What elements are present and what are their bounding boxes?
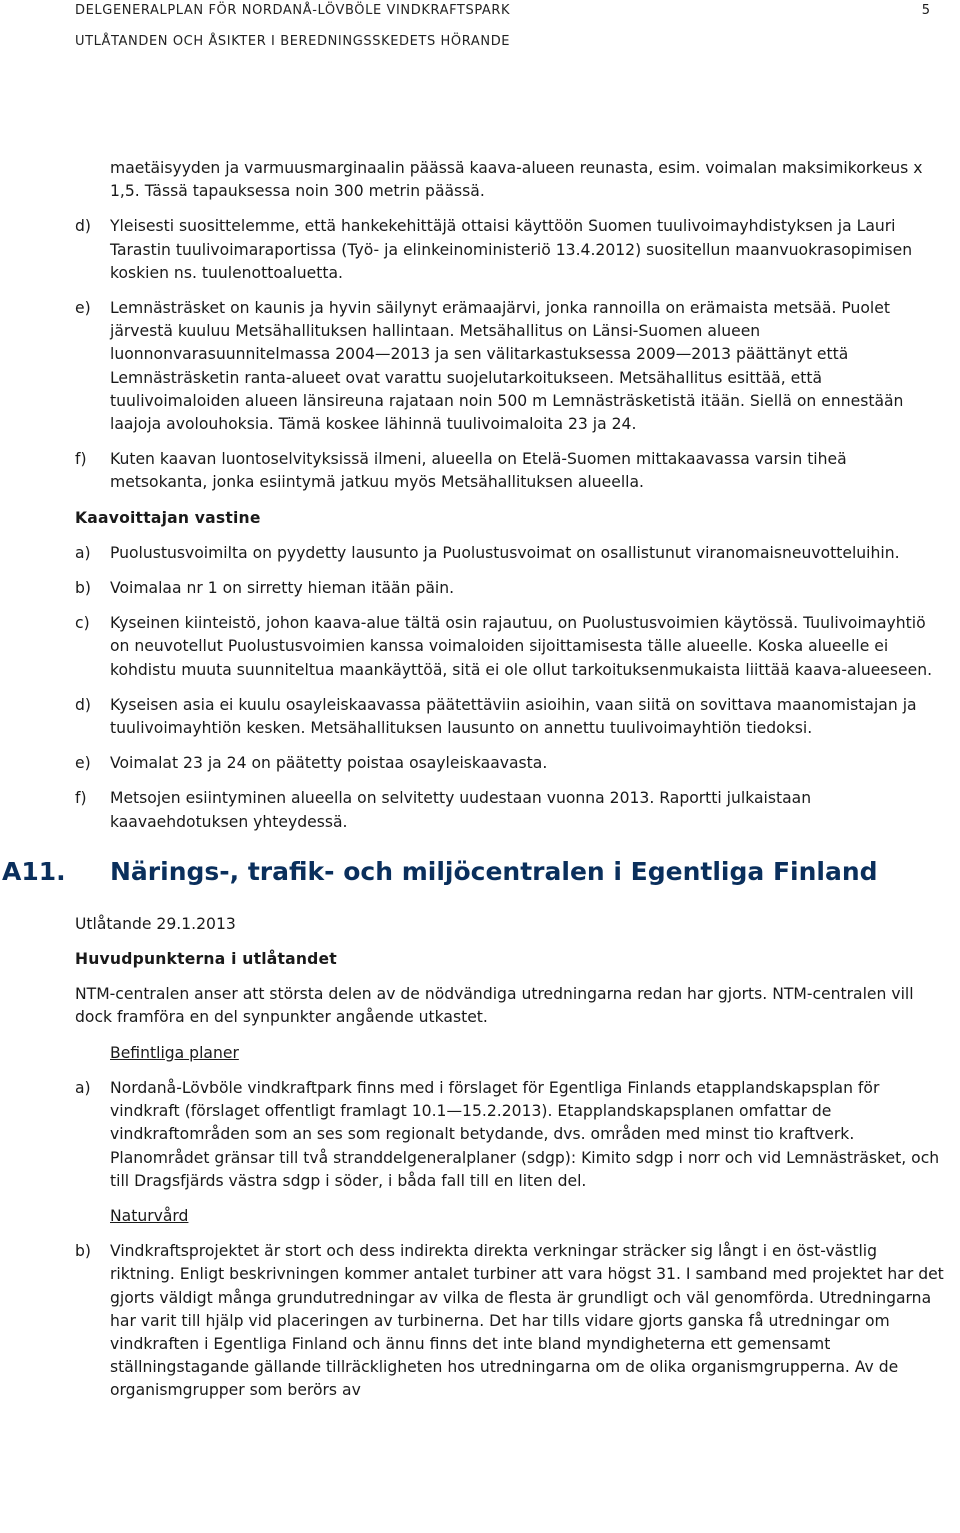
item-label: e): [75, 299, 91, 318]
item-text: Voimalaa nr 1 on sirretty hieman itään päin.: [110, 579, 455, 598]
item-text: Nordanå-Lövböle vindkraftpark finns med i förslaget för Egentliga Finlands etapplandskapsplan för vindkraft (förslaget offentligt framlagt 10.1—15.2.2013). Etapplandskapsplanen omfattar de vindkraftområden som an ses som regionalt betydande, dvs. områden med minst tio kraftverk. Planområdet gränsar till två stranddelgeneralplaner (sdgp): Kimito sdgp i norr och vid Lemnästräsket, och till Dragsfjärds västra sdgp i söder, i båda fall till en liten del.: [110, 1078, 940, 1190]
list-item: [75, 577, 945, 600]
subheading-nature-conservation: Naturvård: [110, 1206, 189, 1225]
section-title: Närings-, trafik- och miljöcentralen i Egentliga Finland: [110, 856, 878, 886]
page-content: [2, 157, 945, 1415]
item-label: f): [75, 789, 87, 808]
intro-paragraph: NTM-centralen anser att största delen av de nödvändiga utredningarna redan har gjorts. NTM-centralen vill dock framföra en del synpunkter angående utkastet.: [75, 985, 914, 1027]
statement-date: Utlåtande 29.1.2013: [75, 914, 236, 933]
item-label: f): [75, 450, 87, 469]
list-item: [75, 297, 945, 436]
item-text: Vindkraftsprojektet är stort och dess indirekta direkta verkningar sträcker sig långt i en öst-västlig riktning. Enligt beskrivningen kommer antalet turbiner att vara högst 31. I samband med projektet har det gjorts väldigt många grundutredningar av vilka de flesta är grundligt och väl genomförda. Utredningarna har varit till hjälp vid placeringen av turbinerna. Det har tills vidare gjorts ganska få utredningar om vindkraften i Egentliga Finland och ännu finns det inte bland myndigheterna ett gemensamt ställningstagande gällande tillräckligheten hos utredningarna om de olika organismgrupperna. Av de organismgrupper som berörs av: [110, 1242, 944, 1400]
item-label: a): [75, 543, 91, 562]
list-item: [75, 542, 945, 565]
item-label: a): [75, 1078, 91, 1097]
item-text: Yleisesti suosittelemme, että hankekehittäjä ottaisi käyttöön Suomen tuulivoimayhdistyksen ja Lauri Tarastin tuulivoimaraportissa (Työ- ja elinkeinoministeriö 13.4.2012) suositellun maanvuokrasopimisen koskien ns. tuulenottoaluetta.: [110, 217, 913, 282]
item-label: e): [75, 754, 91, 773]
list-item: [75, 787, 945, 833]
item-label: b): [75, 1242, 91, 1261]
list-item: [75, 448, 945, 494]
document-subtitle: UTLÅTANDEN OCH ÅSIKTER I BEREDNINGSSKEDETS HÖRANDE: [75, 34, 511, 49]
item-label: b): [75, 579, 91, 598]
main-points-heading: Huvudpunkterna i utlåtandet: [75, 950, 337, 969]
item-label: d): [75, 695, 91, 714]
list-item: [75, 1077, 945, 1193]
response-heading: Kaavoittajan vastine: [75, 508, 261, 527]
list-item: [75, 752, 945, 775]
item-label: d): [75, 217, 91, 236]
item-text: Kyseisen asia ei kuulu osayleiskaavassa päätettäviin asioihin, vaan siitä on sovittava maanomistajan ja tuulivoimayhtiön kesken. Metsähallituksen lausunto on annettu tuulivoimayhtiön tiedoksi.: [110, 695, 917, 738]
item-text: Puolustusvoimilta on pyydetty lausunto ja Puolustusvoimat on osallistunut viranomaisneuvotteluihin.: [110, 543, 900, 562]
page-number: 5: [921, 3, 930, 18]
item-text: Kuten kaavan luontoselvityksissä ilmeni, alueella on Etelä-Suomen mittakaavassa varsin tiheä metsokanta, jonka esiintymä jatkuu myös Metsähallituksen alueella.: [110, 450, 847, 492]
list-item: [75, 215, 945, 285]
list-item: [75, 1240, 945, 1402]
list-item: [75, 694, 945, 740]
item-text: Kyseinen kiinteistö, johon kaava-alue tältä osin rajautuu, on Puolustusvoimien käytössä. Tuulivoimayhtiö on neuvotellut Puolustusvoimien kanssa voimaloiden sijoittamisesta tälle alueelle. Koska alueelle ei kohdistu muuta suunniteltua maankäyttöä, sitä ei ole ollut tarkoituksenmukaista liittää kaava-alueeseen.: [110, 614, 933, 679]
document-title: DELGENERALPLAN FÖR NORDANÅ-LÖVBÖLE VINDKRAFTSPARK: [75, 3, 511, 18]
section-heading: [2, 854, 945, 889]
item-label: c): [75, 614, 90, 633]
list-item: [75, 612, 945, 682]
item-text: Lemnästräsket on kaunis ja hyvin säilynyt erämaajärvi, jonka rannoilla on erämaista metsää. Puolet järvestä kuuluu Metsähallituksen hallintaan. Metsähallitus on Länsi-Suomen alueen luonnonvarasuunnitelmassa 2004—2013 ja sen välitarkastuksessa 2009—2013 päättänyt että Lemnästräsketin ranta-alueet ovat varattu suojelutarkoitukseen. Metsähallitus esittää, että tuulivoimaloiden alueen länsireuna rajataan noin 500 m Lemnästräsketistä itään. Siellä on ennestään laajoja avolouhoksia. Tämä koskee lähinnä tuulivoimaloita 23 ja 24.: [110, 299, 904, 434]
continued-paragraph: maetäisyyden ja varmuusmarginaalin päässä kaava-alueen reunasta, esim. voimalan maksimikorkeus x 1,5. Tässä tapauksessa noin 300 metrin päässä.: [110, 159, 923, 201]
item-text: Voimalat 23 ja 24 on päätetty poistaa osayleiskaavasta.: [110, 754, 548, 773]
section-number: A11.: [2, 856, 66, 886]
subheading-existing-plans: Befintliga planer: [110, 1043, 239, 1062]
item-text: Metsojen esiintyminen alueella on selvitetty uudestaan vuonna 2013. Raportti julkaistaan kaavaehdotuksen yhteydessä.: [110, 789, 812, 831]
